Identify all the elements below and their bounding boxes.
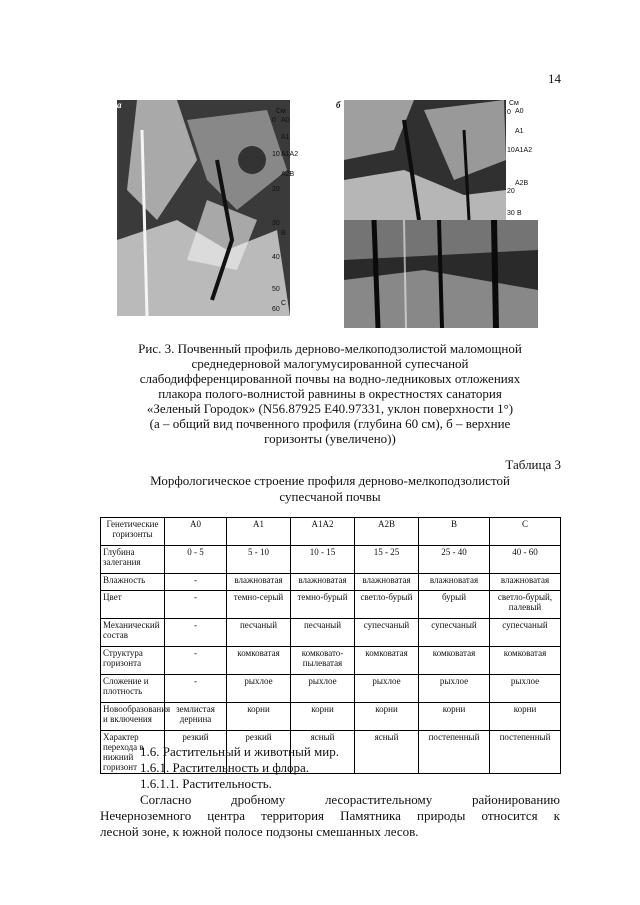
table-cell: 25 - 40 bbox=[419, 546, 490, 574]
horizon-label: А1А2 bbox=[515, 147, 533, 154]
table-cell: светло-бурый, палевый bbox=[490, 591, 561, 619]
table-title-line: супесчаной почвы bbox=[279, 489, 381, 504]
table-cell: резкий bbox=[227, 731, 291, 774]
table-cell: рыхлое bbox=[291, 675, 355, 703]
table-cell: комковатая bbox=[355, 647, 419, 675]
table-cell: корни bbox=[490, 703, 561, 731]
table-header-cell: С bbox=[490, 518, 561, 546]
table-cell: супесчаный bbox=[355, 619, 419, 647]
table-cell: землистая дернина bbox=[165, 703, 227, 731]
table-cell: - bbox=[165, 591, 227, 619]
morphology-table bbox=[100, 517, 561, 774]
table-row bbox=[101, 619, 561, 647]
row-label: Новообразования и включения bbox=[101, 703, 165, 731]
table-cell: постепенный bbox=[490, 731, 561, 774]
table-cell: комковатая bbox=[419, 647, 490, 675]
table-cell: 0 - 5 bbox=[165, 546, 227, 574]
table-header-cell: А2В bbox=[355, 518, 419, 546]
body-text bbox=[100, 744, 560, 840]
caption-line: плакора полого-волнистой равнины в окрестностях санатория bbox=[158, 386, 502, 401]
page-number: 14 bbox=[548, 71, 561, 86]
horizon-label: А2В bbox=[281, 171, 295, 178]
table-cell: 15 - 25 bbox=[355, 546, 419, 574]
scale-tick: 20 bbox=[507, 188, 515, 195]
scale-tick: 0 bbox=[272, 117, 276, 124]
table-title-line: Морфологическое строение профиля дерново-мелкоподзолистой bbox=[150, 473, 510, 488]
paragraph-line: лесной зоне, к южной полосе подзоны смешанных лесов. bbox=[100, 824, 419, 839]
table-cell: постепенный bbox=[419, 731, 490, 774]
soil-profile-photo-b bbox=[344, 100, 506, 220]
table-cell: супесчаный bbox=[419, 619, 490, 647]
table-cell: корни bbox=[419, 703, 490, 731]
paragraph-line: Согласно дробному лесорастительному районированию bbox=[140, 792, 560, 807]
table-cell: рыхлое bbox=[419, 675, 490, 703]
scale-unit: См bbox=[276, 108, 286, 115]
table-cell: - bbox=[165, 647, 227, 675]
table-row bbox=[101, 675, 561, 703]
row-label: Характер перехода в нижний горизонт bbox=[101, 731, 165, 774]
table-cell: корни bbox=[355, 703, 419, 731]
table-title bbox=[100, 473, 560, 505]
table-header-cell: А1А2 bbox=[291, 518, 355, 546]
row-label: Цвет bbox=[101, 591, 165, 619]
section-heading: 1.6.1.1. Растительность. bbox=[140, 776, 272, 791]
caption-line: горизонты (увеличено)) bbox=[264, 431, 396, 446]
table-cell: рыхлое bbox=[355, 675, 419, 703]
table-cell: ясный bbox=[291, 731, 355, 774]
table-cell: темно-серый bbox=[227, 591, 291, 619]
table-header-row bbox=[101, 518, 561, 546]
horizon-label: А1 bbox=[515, 128, 524, 135]
table-cell: темно-бурый bbox=[291, 591, 355, 619]
table-cell: влажноватая bbox=[419, 574, 490, 591]
photo-texture bbox=[344, 220, 538, 328]
scale-tick: 30 bbox=[272, 220, 280, 227]
table-row bbox=[101, 546, 561, 574]
row-label: Структура горизонта bbox=[101, 647, 165, 675]
table-cell: влажноватая bbox=[490, 574, 561, 591]
paragraph-line: Нечерноземного центра территория Памятника природы относится к bbox=[100, 808, 560, 823]
table-cell: резкий bbox=[165, 731, 227, 774]
horizon-label: А0 bbox=[515, 108, 524, 115]
caption-line: среднедерновой малогумусированной супесчаной bbox=[191, 356, 469, 371]
horizon-label: А1А2 bbox=[281, 151, 299, 158]
row-label: Механический состав bbox=[101, 619, 165, 647]
table-cell: - bbox=[165, 675, 227, 703]
row-label: Влажность bbox=[101, 574, 165, 591]
figure-caption bbox=[100, 341, 560, 446]
table-cell: влажноватая bbox=[227, 574, 291, 591]
table-header-cell: Генетические горизонты bbox=[101, 518, 165, 546]
horizon-label: А1 bbox=[281, 134, 290, 141]
table-cell: влажноватая bbox=[355, 574, 419, 591]
scale-tick: 10 bbox=[272, 151, 280, 158]
table-cell: 10 - 15 bbox=[291, 546, 355, 574]
scale-tick: 50 bbox=[272, 286, 280, 293]
table-cell: песчаный bbox=[291, 619, 355, 647]
table-row bbox=[101, 574, 561, 591]
scale-tick: 60 bbox=[272, 306, 280, 313]
table-header-cell: В bbox=[419, 518, 490, 546]
table-cell: бурый bbox=[419, 591, 490, 619]
caption-line: «Зеленый Городок» (N56.87925 E40.97331, уклон поверхности 1°) bbox=[146, 401, 514, 416]
scale-tick: 0 bbox=[507, 109, 511, 116]
table-cell: корни bbox=[227, 703, 291, 731]
horizon-label: С bbox=[281, 300, 287, 307]
horizon-label: В bbox=[517, 210, 522, 217]
photo-texture bbox=[117, 100, 290, 316]
table-row bbox=[101, 647, 561, 675]
table-header-cell: А1 bbox=[227, 518, 291, 546]
table-cell: 40 - 60 bbox=[490, 546, 561, 574]
table-cell: супесчаный bbox=[490, 619, 561, 647]
table-cell: комковатая bbox=[490, 647, 561, 675]
table-cell: комковатая bbox=[227, 647, 291, 675]
table-cell: - bbox=[165, 574, 227, 591]
scale-tick: 20 bbox=[272, 186, 280, 193]
table-cell: рыхлое bbox=[490, 675, 561, 703]
section-heading: 1.6. Растительный и животный мир. bbox=[140, 744, 339, 759]
section-heading: 1.6.1. Растительность и флора. bbox=[140, 760, 309, 775]
scale-tick: 40 bbox=[272, 254, 280, 261]
table-row bbox=[101, 703, 561, 731]
caption-line: (а – общий вид почвенного профиля (глубина 60 см), б – верхние bbox=[149, 416, 511, 431]
row-label: Глубина залегания bbox=[101, 546, 165, 574]
soil-profile-photo-a bbox=[117, 100, 290, 316]
row-label: Сложение и плотность bbox=[101, 675, 165, 703]
caption-line: Рис. 3. Почвенный профиль дерново-мелкоподзолистой маломощной bbox=[138, 341, 522, 356]
horizon-label: А2В bbox=[515, 180, 529, 187]
table-cell: - bbox=[165, 619, 227, 647]
table-cell: песчаный bbox=[227, 619, 291, 647]
scale-tick: 10 bbox=[507, 147, 515, 154]
table-cell: комковато-пылеватая bbox=[291, 647, 355, 675]
scale-unit: См bbox=[509, 100, 519, 107]
caption-line: слабодифференцированной почвы на водно-ледниковых отложениях bbox=[139, 371, 521, 386]
table-cell: влажноватая bbox=[291, 574, 355, 591]
table-cell: рыхлое bbox=[227, 675, 291, 703]
horizon-label: А0 bbox=[281, 117, 290, 124]
table-cell: светло-бурый bbox=[355, 591, 419, 619]
table-cell: ясный bbox=[355, 731, 419, 774]
horizon-label: В bbox=[281, 230, 286, 237]
table-label: Таблица 3 bbox=[505, 457, 561, 472]
panel-b-letter: б bbox=[336, 100, 341, 110]
depth-scale-a bbox=[272, 108, 312, 318]
panel-a-letter: а bbox=[117, 100, 122, 110]
scale-tick: 30 bbox=[507, 210, 515, 217]
table-cell: 5 - 10 bbox=[227, 546, 291, 574]
table-header-cell: А0 bbox=[165, 518, 227, 546]
table-row bbox=[101, 591, 561, 619]
forest-photo bbox=[344, 220, 538, 328]
table-cell: корни bbox=[291, 703, 355, 731]
photo-texture bbox=[344, 100, 506, 220]
depth-scale-b bbox=[507, 100, 547, 220]
